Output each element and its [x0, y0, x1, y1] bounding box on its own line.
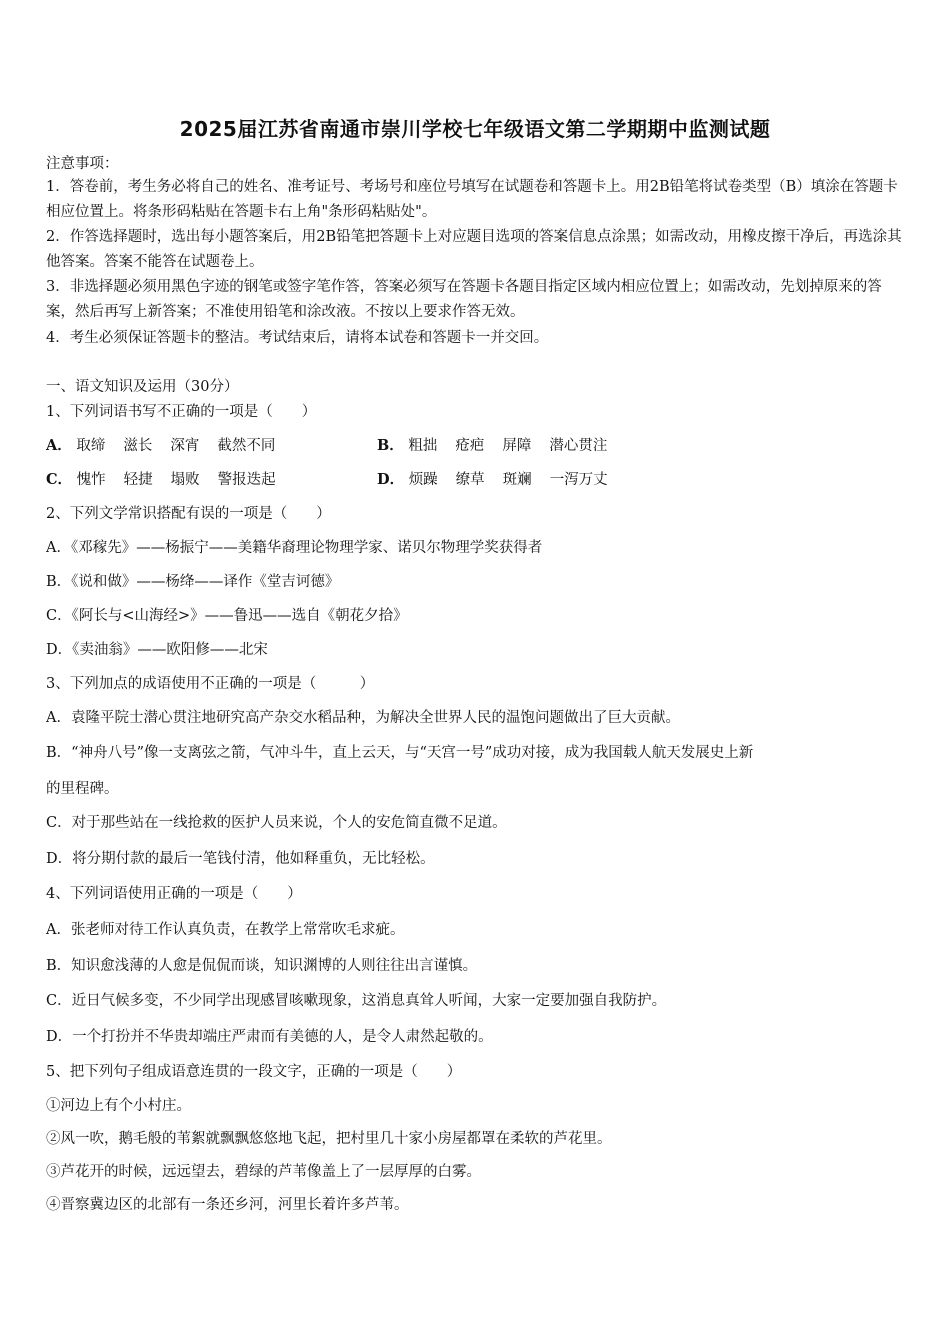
q4-option-c: C．近日气候多变，不少同学出现感冒咳嗽现象，这消息真耸人听闻，大家一定要加强自我防护。 — [46, 993, 667, 1009]
q5-sentence-4: ④晋察冀边区的北部有一条还乡河，河里长着许多芦苇。 — [46, 1197, 409, 1213]
question-4-stem: 4、下列词语使用正确的一项是（ ） — [46, 886, 302, 902]
q4-option-b: B．知识愈浅薄的人愈是侃侃而谈，知识渊博的人则往往出言谨慎。 — [46, 958, 478, 974]
note-item-4: 4．考生必须保证答题卡的整洁。考试结束后，请将本试卷和答题卡一并交回。 — [46, 330, 549, 346]
q1-option-b-word: 疮疤 — [455, 438, 485, 454]
note-item-2: 2．作答选择题时，选出每小题答案后，用2B铅笔把答题卡上对应题目选项的答案信息点涂黑；如需改动，用橡皮擦干净后，再选涂其他答案。答案不能答在试题卷上。 — [46, 229, 902, 270]
notes-heading: 注意事项： — [46, 156, 119, 172]
q3-option-d: D．将分期付款的最后一笔钱付清，他如释重负，无比轻松。 — [46, 851, 435, 867]
q1-option-d-word: 烦躁 — [408, 472, 438, 488]
q4-option-d: D．一个打扮并不华贵却端庄严肃而有美德的人，是令人肃然起敬的。 — [46, 1029, 493, 1045]
q1-option-b-word: 屏障 — [502, 438, 532, 454]
q5-sentence-2: ②风一吹，鹅毛般的苇絮就飘飘悠悠地飞起，把村里几十家小房屋都罩在柔软的芦花里。 — [46, 1131, 612, 1147]
q1-option-a — [46, 434, 293, 455]
q4-option-a: A．张老师对待工作认真负责，在教学上常常吹毛求疵。 — [46, 922, 405, 938]
q5-sentence-3: ③芦花开的时候，远远望去，碧绿的芦苇像盖上了一层厚厚的白雾。 — [46, 1164, 481, 1180]
q1-option-c-word: 塌败 — [170, 472, 200, 488]
q1-option-c-word: 愧怍 — [76, 472, 106, 488]
note-item-1: 1．答卷前，考生务必将自己的姓名、准考证号、考场号和座位号填写在试题卷和答题卡上。用2B铅笔将试卷类型（B）填涂在答题卡相应位置上。将条形码粘贴在答题卡右上角"条形码粘贴处"。 — [46, 179, 898, 220]
section-heading: 一、语文知识及运用（30分） — [46, 379, 239, 395]
q1-option-c-letter: C． — [46, 471, 73, 488]
q3-option-b-continued: 的里程碑。 — [46, 781, 119, 797]
q2-option-a: A．《邓稼先》——杨振宁——美籍华裔理论物理学家、诺贝尔物理学奖获得者 — [46, 540, 543, 556]
q5-sentence-1: ①河边上有个小村庄。 — [46, 1098, 191, 1114]
q1-option-b-word: 潜心贯注 — [549, 438, 608, 454]
q1-option-a-word: 截然不同 — [217, 438, 276, 454]
q3-option-c: C．对于那些站在一线抢救的医护人员来说，个人的安危简直微不足道。 — [46, 815, 507, 831]
q3-option-b: B．“神舟八号”像一支离弦之箭，气冲斗牛，直上云天，与“天宫一号”成功对接，成为我国载人航天发展史上新 — [46, 745, 754, 761]
q1-option-c — [46, 468, 294, 489]
page-title: 2025届江苏省南通市崇川学校七年级语文第二学期期中监测试题 — [179, 117, 771, 141]
q1-option-c-word: 轻捷 — [123, 472, 153, 488]
q1-option-d-letter: D． — [377, 471, 405, 488]
q1-option-c-word: 警报迭起 — [217, 472, 276, 488]
question-5-stem: 5、把下列句子组成语意连贯的一段文字，正确的一项是（ ） — [46, 1064, 462, 1080]
q2-option-c: C．《阿长与<山海经>》——鲁迅——选自《朝花夕拾》 — [46, 608, 408, 624]
q1-option-d-word: 一泻万丈 — [549, 472, 608, 488]
q2-option-d: D．《卖油翁》——欧阳修——北宋 — [46, 642, 268, 658]
q1-option-d-word: 斑斓 — [502, 472, 532, 488]
q1-option-b-letter: B． — [377, 437, 404, 454]
q1-option-d-word: 缭草 — [455, 472, 485, 488]
q3-option-a: A．袁隆平院士潜心贯注地研究高产杂交水稻品种，为解决全世界人民的温饱问题做出了巨大贡献。 — [46, 710, 680, 726]
question-2-stem: 2、下列文学常识搭配有误的一项是（ ） — [46, 506, 331, 522]
q2-option-b: B．《说和做》——杨绛——译作《堂吉诃德》 — [46, 574, 340, 590]
q1-option-a-letter: A． — [46, 437, 72, 454]
question-3-stem: 3、下列加点的成语使用不正确的一项是（ ） — [46, 676, 375, 692]
q1-option-a-word: 取缔 — [76, 438, 106, 454]
question-1-stem: 1、下列词语书写不正确的一项是（ ） — [46, 404, 317, 420]
q1-option-a-word: 滋长 — [123, 438, 153, 454]
q1-option-d — [377, 468, 626, 489]
q1-option-a-word: 深宵 — [170, 438, 200, 454]
q1-option-b — [377, 434, 625, 455]
note-item-3: 3．非选择题必须用黑色字迹的钢笔或签字笔作答，答案必须写在答题卡各题目指定区域内相应位置上；如需改动，先划掉原来的答案，然后再写上新答案；不准使用铅笔和涂改液。不按以上要求作答无效。 — [46, 279, 882, 320]
q1-option-b-word: 粗拙 — [408, 438, 438, 454]
